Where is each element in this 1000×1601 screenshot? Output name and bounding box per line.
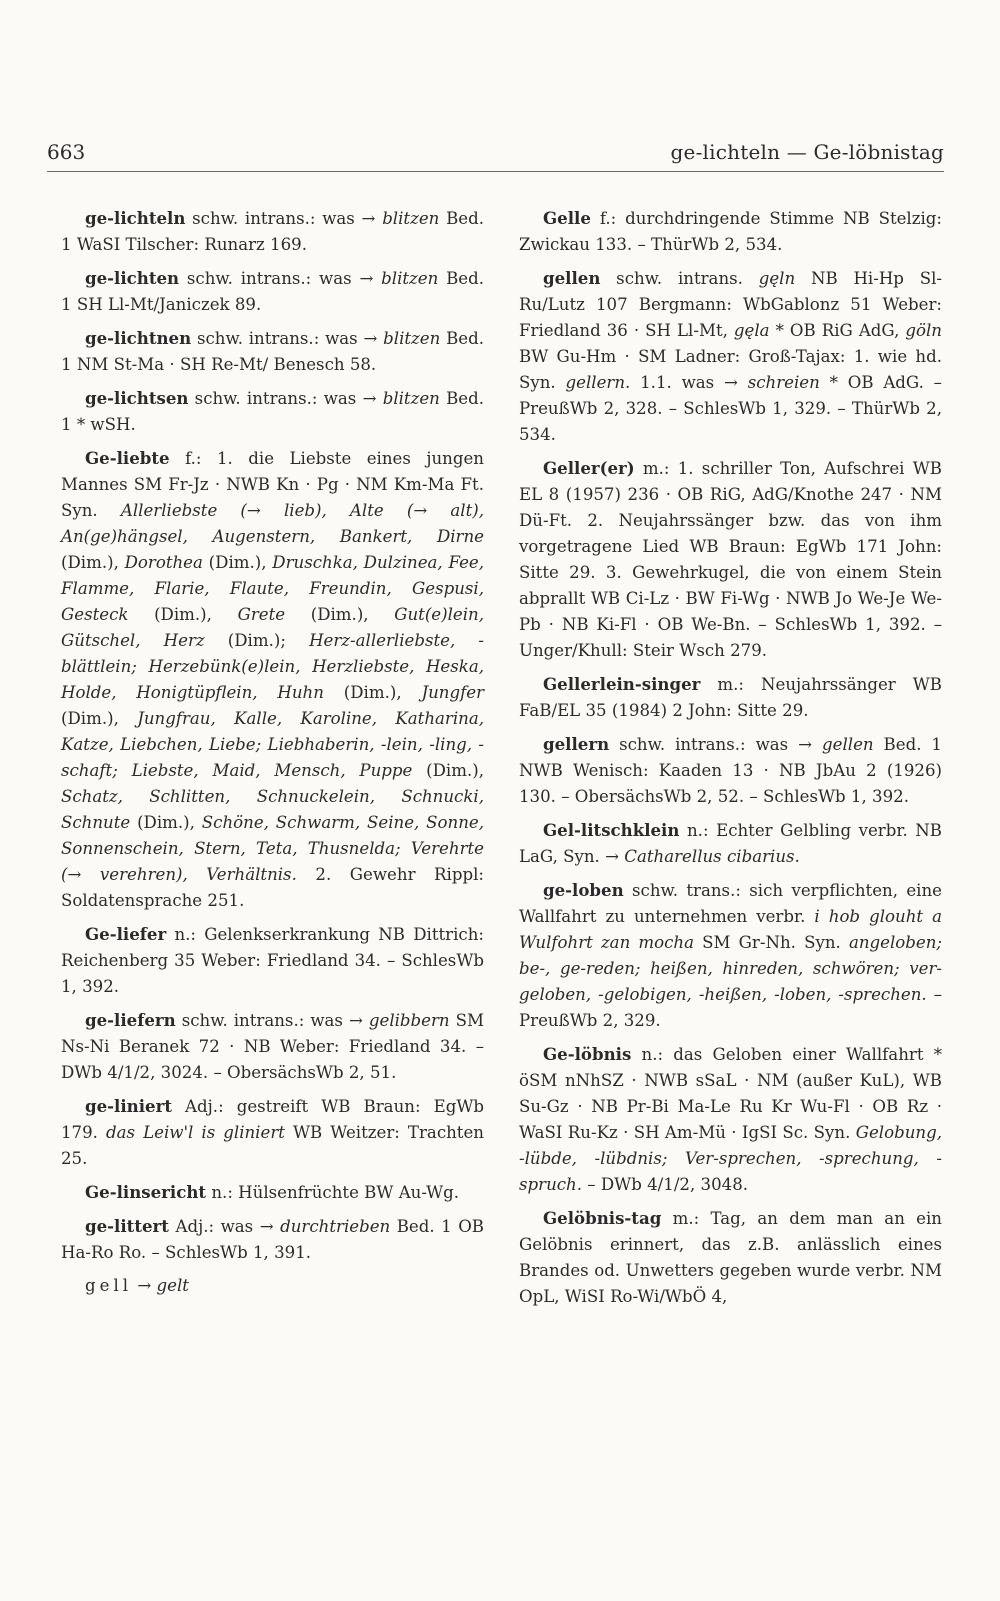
cross-reference: Catharellus cibarius. (619, 847, 800, 866)
entry-text: Bed. 1 NWB Wenisch: Kaaden 13 · NB JbAu 2 (1926) 130. – ObersächsWb 2, 52. – SchlesWb 1, 392. (519, 735, 942, 806)
arrow-icon: → (348, 1011, 363, 1030)
entry-text: Bed. 1 SH Ll-Mt/Janiczek 89. (61, 269, 485, 314)
headword: ge-liefern (85, 1010, 176, 1030)
headword: ge-lichtsen (85, 388, 189, 408)
arrow-icon: → (798, 735, 813, 754)
entry-text: (Dim.), (128, 605, 238, 624)
entry-text: 2. Gewehr Rippl: Soldatensprache 251. (61, 865, 484, 910)
synonym-list: Schatz, Schlitten, Schnuckelein, Schnucki, Schnute (61, 787, 484, 832)
entry-text: WB Weitzer: Trachten 25. (61, 1123, 484, 1168)
entry-text: Bed. 1 NM St-Ma · SH Re-Mt/ Benesch 58. (61, 329, 484, 374)
page-header (47, 139, 944, 172)
synonym-list: Gelobung, -lübde, -lübdnis; Ver-sprechen, -sprechung, -spruch. (519, 1123, 942, 1194)
dialect-form: gęln (758, 269, 796, 288)
entry-text: schw. intrans.: was (175, 1011, 349, 1030)
headword: ge-lichteln (85, 208, 186, 228)
entry-text: (Dim.), (323, 683, 422, 702)
entry-text: NB Hi-Hp Sl-Ru/Lutz 107 Bergmann: WbGablonz 51 Weber: Friedland 36 · SH Ll-Mt, (519, 269, 942, 340)
synonym-list: verehren), Verhältnis. (81, 865, 297, 884)
headword: ge-loben (543, 880, 624, 900)
entry-text: (Dim.), (285, 605, 395, 624)
entry-ge-lichteln (61, 205, 484, 258)
entry-ge-lichten (61, 265, 484, 318)
entry-gellen (519, 265, 942, 448)
headword: ge-littert (85, 1216, 169, 1236)
entry-text: m.: 1. schriller Ton, Aufschrei WB EL 8 (1957) 236 · OB RiG, AdG/Knothe 247 · NM Dü-Ft. 2. Neujahrssänger bzw. das von ihm vorgetragene Lied WB Braun: EgWb 171 John: Sitte 29. 3. Gewehrkugel, die von einem Stein abprallt WB Ci-Lz · BW Fi-Wg · NWB Jo We-Je We-Pb · NB Ki-Fl · OB We-Bn. – SchlesWb 1, 392. – Unger/Khull: Steir Wsch 279. (519, 459, 942, 660)
headword: gell (85, 1276, 133, 1295)
entry-text: 1.1. was (630, 373, 725, 392)
headword: Geller(er) (543, 458, 635, 478)
synonym-list: Jungfer (421, 683, 484, 702)
entry-text: schw. trans.: sich verpflichten, eine Wallfahrt zu unternehmen verbr. (519, 881, 942, 926)
synonym-list: Jungfrau, Kalle, Karoline, Katharina, Katze, Liebchen, Liebe; Liebhaberin, -lein, -ling, -schaft; Liebste, Maid, Mensch, Puppe (61, 709, 484, 780)
entry-geloebnis-tag (519, 1205, 942, 1310)
entry-ge-liefern (61, 1007, 484, 1086)
headword: Gelle (543, 208, 591, 228)
entry-text: f.: 1. die Liebste eines jungen Mannes SM Fr-Jz · NWB Kn · Pg · NM Km-Ma Ft. Syn. (61, 449, 484, 520)
cross-reference: blitzen (376, 389, 440, 408)
synonym-list: Allerliebste ( (120, 501, 247, 520)
headword: Gel-litschklein (543, 820, 680, 840)
entry-text: schw. intrans.: was (185, 209, 362, 228)
dialect-form: gęla (733, 321, 770, 340)
entry-text: Bed. 1 * wSH. (61, 389, 485, 434)
entry-text: * OB AdG. – PreußWb 2, 328. – SchlesWb 1, 329. – ThürWb 2, 534. (519, 373, 942, 444)
headword: Ge-löbnis (543, 1044, 632, 1064)
entry-gellerlein-singer (519, 671, 942, 724)
entry-text: SM Gr-Nh. Syn. (694, 933, 849, 952)
entry-text: f.: durchdringende Stimme NB Stelzig: Zwickau 133. – ThürWb 2, 534. (519, 209, 942, 254)
entry-ge-lichtsen (61, 385, 484, 438)
cross-reference: blitzen (377, 329, 441, 348)
headword: ge-lichtnen (85, 328, 192, 348)
entry-text: n.: Hülsenfrüchte BW Au-Wg. (206, 1183, 460, 1202)
arrow-icon: → (413, 501, 428, 520)
entry-text: Adj.: gestreift WB Braun: EgWb 179. (61, 1097, 484, 1142)
headword: ge-liniert (85, 1096, 172, 1116)
synonym-list: gellern. (565, 373, 631, 392)
entry-ge-liebte (61, 445, 484, 914)
entry-gel-litschklein (519, 817, 942, 870)
entry-text: m.: Neujahrssänger WB FaB/EL 35 (1984) 2 John: Sitte 29. (519, 675, 942, 720)
entry-ge-loebnis (519, 1041, 942, 1198)
arrow-icon: → (246, 501, 261, 520)
entry-text: schw. intrans.: was (179, 269, 360, 288)
entry-geller (519, 455, 942, 664)
entry-ge-littert (61, 1213, 484, 1266)
entry-text: – PreußWb 2, 329. (519, 985, 943, 1030)
cross-reference: durchtrieben (273, 1217, 391, 1236)
headword: Gelöbnis-tag (543, 1208, 662, 1228)
arrow-icon: → (359, 269, 374, 288)
running-head: ge-lichteln — Ge-löbnistag (670, 140, 944, 164)
entry-text: SM Ns-Ni Beranek 72 · NB Weber: Friedland 34. – DWb 4/1/2, 3024. – ObersächsWb 2, 51. (61, 1011, 484, 1082)
entry-text: Bed. 1 WaSI Tilscher: Runarz 169. (61, 209, 484, 254)
entry-ge-liefer (61, 921, 484, 1000)
synonym-list: Dorothea (124, 553, 203, 572)
arrow-icon: → (361, 209, 376, 228)
entry-text: (Dim.); (204, 631, 310, 650)
headword: Ge-liefer (85, 924, 167, 944)
entry-text: – DWb 4/1/2, 3048. (582, 1175, 749, 1194)
right-column (519, 205, 942, 1317)
synonym-list: angeloben; be-, ge-reden; heißen, hinreden, schwören; ver-geloben, -gelobigen, -heißen, -loben, -sprechen. (519, 933, 942, 1004)
cross-reference: gellen (812, 735, 874, 754)
arrow-icon: → (724, 373, 738, 392)
example-quote: das Leiw'l is gliniert (106, 1123, 285, 1142)
synonym-list: Grete (237, 605, 286, 624)
headword: Ge-liebte (85, 448, 170, 468)
entry-text: schw. intrans. (600, 269, 759, 288)
synonym-list: Schöne, Schwarm, Seine, Sonne, Sonnenschein, Stern, Teta, Thusnelda; Verehrte ( (61, 813, 484, 884)
cross-reference: gelt (151, 1276, 189, 1295)
headword: ge-lichten (85, 268, 180, 288)
entry-text: n.: Echter Gelbling verbr. NB LaG, Syn. (519, 821, 942, 866)
entry-text: n.: Gelenkserkrankung NB Dittrich: Reichenberg 35 Weber: Friedland 34. – SchlesWb 1, 392. (61, 925, 484, 996)
entry-text: (Dim.), (412, 761, 484, 780)
entry-text: (Dim.), (61, 553, 125, 572)
arrow-icon: → (605, 847, 620, 866)
entry-text: (Dim.), (130, 813, 202, 832)
synonym-list: Herz-allerliebste, -blättlein; Herzebünk(e)lein, Herzliebste, Heska, Holde, Honigtüpflein, Huhn (61, 631, 484, 702)
cross-reference: schreien (737, 373, 820, 392)
entry-text: n.: das Geloben einer Wallfahrt * öSM nNhSZ · NWB sSaL · NM (außer KuL), WB Su-Gz · NB Pr-Bi Ma-Le Ru Kr Wu-Fl · OB Rz · WaSI Ru-Kz · SH Am-Mü · IgSI Sc. Syn. (519, 1045, 942, 1142)
entry-text: Adj.: was (168, 1217, 260, 1236)
example-quote: i hob glouht a Wulfohrt zan mocha (519, 907, 942, 952)
entry-text: * OB RiG AdG, (769, 321, 906, 340)
page-number: 663 (47, 140, 86, 164)
headword: Ge-linsericht (85, 1182, 207, 1202)
entry-text: (Dim.), (202, 553, 273, 572)
entry-ge-lichtnen (61, 325, 484, 378)
entry-text: schw. intrans.: was (609, 735, 799, 754)
entry-text: (Dim.), (61, 709, 138, 728)
cross-reference: gelibbern (362, 1011, 450, 1030)
entry-text: m.: Tag, an dem man an ein Gelöbnis erinnert, das z.B. anlässlich eines Brandes od. Unwetters gegeben wurde verbr. NM OpL, WiSI Ro-Wi/WbÖ 4, (519, 1209, 942, 1306)
arrow-icon: → (132, 1276, 152, 1295)
cross-reference: blitzen (373, 269, 439, 288)
left-column (61, 205, 484, 1306)
entry-ge-linsericht (61, 1179, 484, 1206)
entry-text: Bed. 1 OB Ha-Ro Ro. – SchlesWb 1, 391. (61, 1217, 484, 1262)
synonym-list: Gut(e)lein, Gütschel, Herz (61, 605, 484, 650)
synonym-list: lieb), Alte ( (260, 501, 414, 520)
entry-gellern (519, 731, 942, 810)
entry-text: schw. intrans.: was (188, 389, 363, 408)
arrow-icon: → (363, 329, 378, 348)
cross-reference: blitzen (375, 209, 440, 228)
entry-gell (61, 1273, 484, 1299)
dialect-form: göln (905, 321, 942, 340)
headword: gellen (543, 268, 601, 288)
entry-ge-loben (519, 877, 942, 1034)
arrow-icon: → (259, 1217, 274, 1236)
headword: gellern (543, 734, 610, 754)
entry-text: BW Gu-Hm · SM Ladner: Groß-Tajax: 1. wie hd. Syn. (519, 347, 942, 392)
arrow-icon: → (362, 389, 377, 408)
synonym-list: Druschka, Dulzinea, Fee, Flamme, Flarie, Flaute, Freundin, Gespusi, Gesteck (61, 553, 484, 624)
arrow-icon: → (67, 865, 82, 884)
entry-gelle (519, 205, 942, 258)
entry-ge-liniert (61, 1093, 484, 1172)
entry-text: schw. intrans.: was (191, 329, 364, 348)
synonym-list: alt), An(ge)hängsel, Augenstern, Bankert, Dirne (61, 501, 484, 546)
headword: Gellerlein-singer (543, 674, 701, 694)
